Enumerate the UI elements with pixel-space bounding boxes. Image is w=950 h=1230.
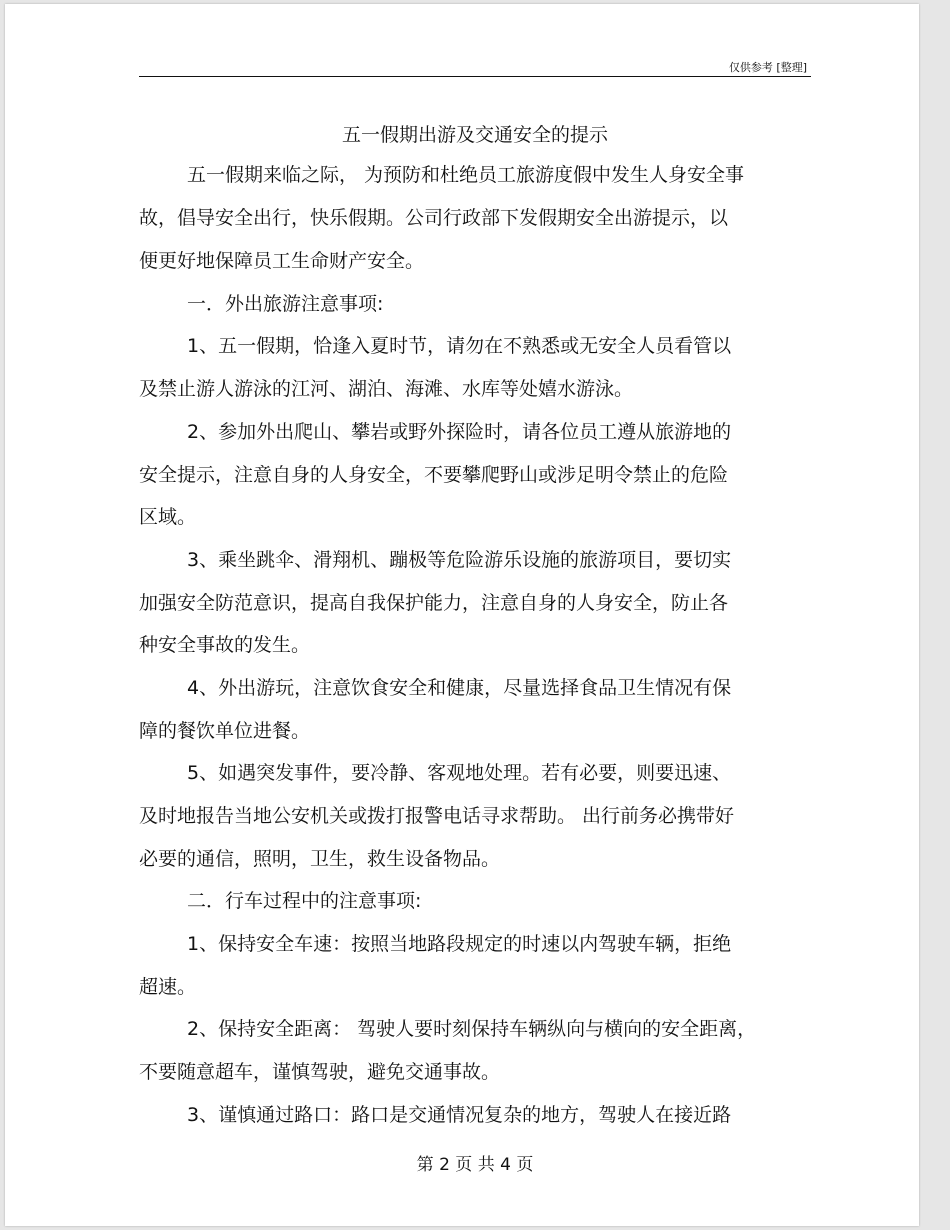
- document-title: 五一假期出游及交通安全的提示: [341, 124, 608, 146]
- text-line: 必要的通信，照明，卫生，救生设备物品。: [139, 848, 501, 870]
- text-line: 故，倡导安全出行，快乐假期。公司行政部下发假期安全出游提示，以: [139, 207, 729, 229]
- page-number: 第 2 页 共 4 页: [416, 1155, 534, 1175]
- text-line: 一．外出旅游注意事项:: [187, 293, 384, 315]
- header-note: 仅供参考 [整理]: [728, 61, 807, 74]
- document-page: [5, 4, 919, 1226]
- text-line: 2、保持安全距离： 驾驶人要时刻保持车辆纵向与横向的安全距离，: [187, 1018, 757, 1040]
- text-line: 障的餐饮单位进餐。: [139, 720, 311, 742]
- text-line: 及时地报告当地公安机关或拨打报警电话寻求帮助。 出行前务必携带好: [139, 805, 735, 827]
- text-line: 1、五一假期，恰逢入夏时节，请勿在不熟悉或无安全人员看管以: [187, 335, 732, 357]
- text-line: 二．行车过程中的注意事项:: [187, 890, 422, 912]
- text-line: 5、如遇突发事件，要冷静、客观地处理。若有必要，则要迅速、: [187, 762, 732, 784]
- text-line: 3、乘坐跳伞、滑翔机、蹦极等危险游乐设施的旅游项目，要切实: [187, 549, 732, 571]
- text-line: 及禁止游人游泳的江河、湖泊、海滩、水库等处嬉水游泳。: [139, 378, 634, 400]
- text-line: 超速。: [139, 976, 197, 998]
- text-line: 区域。: [139, 506, 197, 528]
- text-line: 3、谨慎通过路口：路口是交通情况复杂的地方，驾驶人在接近路: [187, 1104, 732, 1126]
- text-line: 4、外出游玩，注意饮食安全和健康，尽量选择食品卫生情况有保: [187, 677, 732, 699]
- text-line: 2、参加外出爬山、攀岩或野外探险时，请各位员工遵从旅游地的: [187, 421, 732, 443]
- text-line: 加强安全防范意识，提高自我保护能力，注意自身的人身安全，防止各: [139, 592, 729, 614]
- text-line: 1、保持安全车速：按照当地路段规定的时速以内驾驶车辆，拒绝: [187, 933, 732, 955]
- text-line: 种安全事故的发生。: [139, 634, 311, 656]
- header-rule: [139, 76, 811, 77]
- text-line: 安全提示，注意自身的人身安全，不要攀爬野山或涉足明令禁止的危险: [139, 464, 729, 486]
- text-line: 不要随意超车，谨慎驾驶，避免交通事故。: [139, 1061, 501, 1083]
- text-line: 便更好地保障员工生命财产安全。: [139, 250, 425, 272]
- text-line: 五一假期来临之际， 为预防和杜绝员工旅游度假中发生人身安全事: [187, 164, 745, 186]
